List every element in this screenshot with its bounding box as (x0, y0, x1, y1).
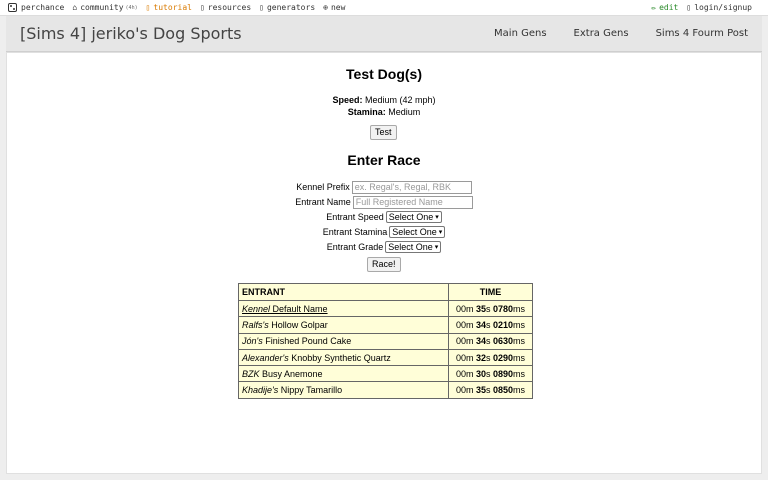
stamina-row (7, 225, 761, 239)
plus-circle-icon: ⊕ (323, 2, 328, 12)
race-button[interactable]: Race! (367, 257, 401, 272)
speed-value: Medium (42 mph) (365, 95, 436, 105)
box-icon: ▯ (199, 2, 205, 12)
entrant-row (7, 195, 761, 209)
dog-name: Finished Pound Cake (262, 336, 352, 347)
resources-link[interactable] (200, 3, 251, 12)
entrant-name-input[interactable] (353, 196, 473, 209)
people-icon: ⌂ (72, 2, 78, 12)
minutes-value: 00 (455, 368, 466, 379)
dice-icon (8, 3, 17, 12)
entrant-cell (239, 317, 449, 333)
community-link[interactable] (72, 3, 137, 12)
seconds-value: 34 (475, 319, 486, 330)
minutes-value: 00 (455, 352, 466, 363)
entrant-stamina-value: Select One (392, 227, 437, 237)
top-bar-right (651, 3, 768, 12)
results-table (238, 283, 533, 399)
milliseconds-value: 0780 (493, 303, 514, 314)
community-link-label: community (80, 3, 124, 12)
chevron-down-icon: ▾ (438, 229, 443, 236)
owner-name: Alexander's (242, 352, 289, 363)
milliseconds-value: 0850 (493, 385, 514, 396)
generators-link[interactable] (259, 3, 315, 12)
minutes-value: 00 (455, 319, 466, 330)
page-header (6, 16, 762, 52)
entrant-label: Entrant Name (295, 197, 351, 207)
test-heading: Test Dog(s) (346, 66, 422, 82)
new-link[interactable] (323, 3, 345, 12)
entrant-cell (239, 301, 449, 317)
speed-row (7, 210, 761, 224)
dog-name: Hollow Golpar (268, 319, 328, 330)
entrant-grade-label: Entrant Grade (326, 242, 384, 252)
milliseconds-value: 0630 (493, 336, 514, 347)
table-row (239, 333, 533, 349)
entrant-cell (239, 382, 449, 398)
top-bar (0, 0, 768, 16)
table-row (239, 366, 533, 382)
minutes-value: 00 (455, 303, 466, 314)
entrant-cell (239, 333, 449, 349)
owner-name: Ralfs's (242, 319, 269, 330)
milliseconds-value: 0890 (493, 368, 514, 379)
stamina-value: Medium (388, 107, 421, 117)
minutes-value: 00 (455, 336, 466, 347)
results-header-row (239, 284, 533, 301)
minutes-value: 00 (455, 385, 466, 396)
kennel-prefix-input[interactable] (352, 181, 472, 194)
kennel-row (7, 180, 761, 194)
login-link-label: login/signup (694, 3, 752, 12)
seconds-value: 35 (475, 385, 486, 396)
pencil-icon: ✏ (651, 2, 657, 12)
new-link-label: new (330, 3, 346, 12)
time-cell: 00m 30s 0890ms (449, 366, 533, 382)
chevron-down-icon: ▾ (434, 244, 439, 251)
dog-name: Knobby Synthetic Quartz (288, 352, 391, 363)
time-cell: 00m 35s 0780ms (449, 301, 533, 317)
dog-name: Busy Anemone (259, 368, 323, 379)
time-cell: 00m 35s 0850ms (449, 382, 533, 398)
page-title: [Sims 4] jeriko's Dog Sports (20, 24, 242, 43)
seconds-value: 32 (475, 352, 486, 363)
perchance-link[interactable] (8, 3, 64, 12)
book-icon: ▯ (145, 2, 151, 12)
owner-name: Kennel (242, 303, 271, 314)
entrant-speed-label: Entrant Speed (326, 212, 384, 222)
dog-name: Nippy Tamarillo (278, 385, 343, 396)
entrant-speed-value: Select One (388, 212, 434, 222)
nav-main-gens[interactable]: Main Gens (494, 28, 547, 39)
user-icon: ▯ (686, 2, 692, 12)
resources-link-label: resources (207, 3, 252, 12)
tutorial-link-label: tutorial (153, 3, 192, 12)
main-content (6, 52, 762, 474)
test-stats (7, 94, 761, 118)
login-link[interactable] (686, 3, 752, 12)
entrant-column-header: ENTRANT (239, 284, 449, 301)
community-link-count: (4h) (125, 4, 138, 11)
seconds-value: 35 (475, 303, 486, 314)
seconds-value: 34 (475, 336, 486, 347)
milliseconds-value: 0210 (493, 319, 514, 330)
chevron-down-icon: ▾ (435, 214, 439, 221)
table-row (239, 317, 533, 333)
top-bar-left (0, 3, 353, 12)
entrant-speed-select[interactable] (386, 211, 442, 223)
owner-name: Khadije's (242, 385, 279, 396)
speed-label: Speed: (332, 95, 363, 105)
nav-extra-gens[interactable]: Extra Gens (573, 28, 629, 39)
entrant-cell (239, 349, 449, 365)
time-cell: 00m 34s 0210ms (449, 317, 533, 333)
tutorial-link[interactable] (146, 3, 192, 12)
test-button[interactable]: Test (370, 125, 397, 140)
milliseconds-value: 0290 (493, 352, 514, 363)
dog-name: Default Name (270, 303, 328, 314)
results-body (239, 301, 533, 399)
generators-link-label: generators (266, 3, 316, 12)
time-cell: 00m 34s 0630ms (449, 333, 533, 349)
race-form (7, 180, 761, 255)
header-nav (467, 28, 762, 39)
time-cell: 00m 32s 0290ms (449, 349, 533, 365)
seconds-value: 30 (475, 368, 486, 379)
nav-sims4-forum-post[interactable]: Sims 4 Fourm Post (655, 28, 748, 39)
entrant-stamina-label: Entrant Stamina (322, 227, 388, 237)
perchance-link-label: perchance (21, 3, 65, 12)
table-row (239, 301, 533, 317)
race-heading: Enter Race (347, 152, 421, 168)
time-column-header: TIME (449, 284, 533, 301)
edit-link[interactable] (651, 3, 678, 12)
owner-name: Jón's (242, 336, 263, 347)
entrant-grade-value: Select One (388, 242, 433, 252)
kennel-label: Kennel Prefix (296, 182, 350, 192)
entrant-stamina-select[interactable] (389, 226, 445, 238)
edit-link-label: edit (659, 3, 679, 12)
table-row (239, 349, 533, 365)
grid-icon: ▯ (259, 2, 264, 12)
stamina-label: Stamina: (347, 107, 386, 117)
grade-row (7, 240, 761, 254)
owner-name: BZK (242, 368, 260, 379)
entrant-grade-select[interactable] (385, 241, 441, 253)
entrant-cell (239, 366, 449, 382)
table-row (239, 382, 533, 398)
